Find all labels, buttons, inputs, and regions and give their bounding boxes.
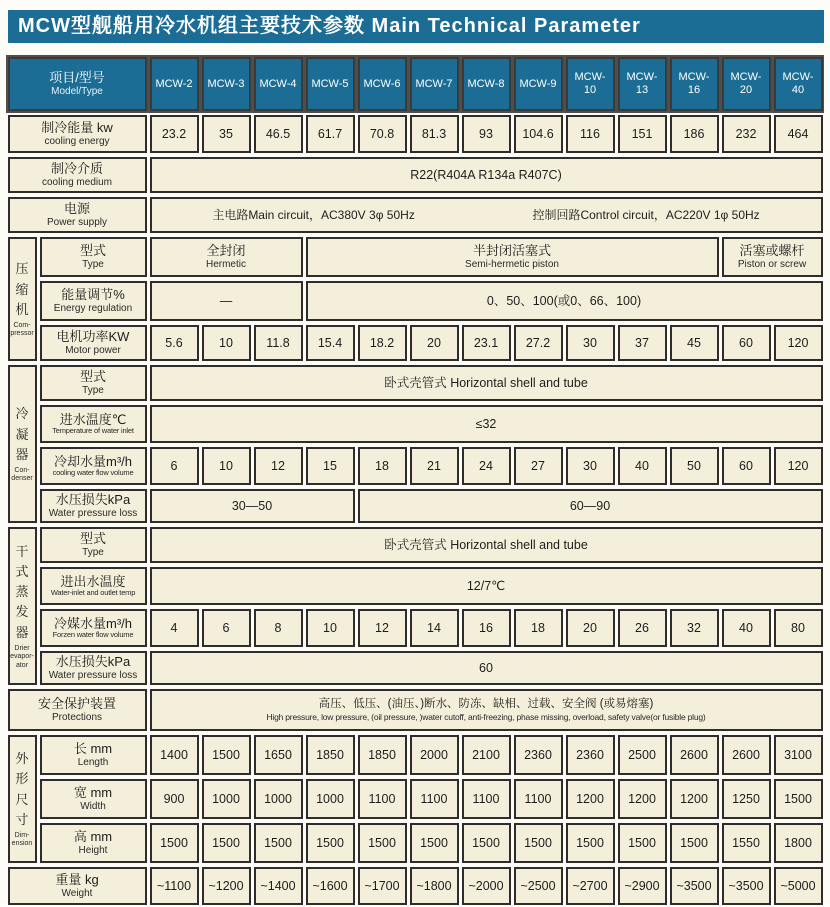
power-supply-value <box>148 195 824 235</box>
motor-power-value: 30 <box>564 323 616 363</box>
cooling-energy-value: 151 <box>616 113 668 155</box>
height-value: 1500 <box>200 821 252 865</box>
cooling-water-value: 27 <box>512 445 564 487</box>
parameter-table <box>6 55 824 907</box>
weight-value: ~1400 <box>252 865 304 907</box>
cooling-water-value: 24 <box>460 445 512 487</box>
weight-value: ~2700 <box>564 865 616 907</box>
weight-value: ~5000 <box>772 865 824 907</box>
frozen-water-value: 16 <box>460 607 512 649</box>
weight-value: ~1100 <box>148 865 200 907</box>
cooling-energy-value: 23.2 <box>148 113 200 155</box>
motor-power-value: 15.4 <box>304 323 356 363</box>
cooling-water-value: 15 <box>304 445 356 487</box>
model-header-mcw3: MCW-3 <box>200 55 252 113</box>
cooling-water-value: 50 <box>668 445 720 487</box>
width-value: 1000 <box>304 777 356 821</box>
section-strip-condenser: 冷凝器 Con-denser <box>6 363 38 525</box>
weight-value: ~1200 <box>200 865 252 907</box>
page-title: MCW型舰船用冷水机组主要技术参数 Main Technical Parameter <box>8 10 824 43</box>
length-value: 2360 <box>512 733 564 777</box>
model-header-mcw40: MCW-40 <box>772 55 824 113</box>
weight-value: ~1600 <box>304 865 356 907</box>
row-label-energy-regulation: 能量调节% Energy regulation <box>38 279 148 323</box>
cooling-water-value: 12 <box>252 445 304 487</box>
control-circuit-spec: 控制回路Control circuit，AC220V 1φ 50Hz <box>532 207 760 222</box>
width-value: 1200 <box>564 777 616 821</box>
section-strip-compressor: 压缩机 Com-pressor <box>6 235 38 363</box>
length-value: 2000 <box>408 733 460 777</box>
row-label-protections: 安全保护装置 Protections <box>6 687 148 733</box>
water-inlet-temp-value: ≤32 <box>148 403 824 445</box>
cooling-energy-value: 70.8 <box>356 113 408 155</box>
cooling-energy-value: 104.6 <box>512 113 564 155</box>
row-label-width: 宽 mm Width <box>38 777 148 821</box>
motor-power-value: 5.6 <box>148 323 200 363</box>
height-value: 1500 <box>564 821 616 865</box>
length-value: 1500 <box>200 733 252 777</box>
model-header-mcw16: MCW-16 <box>668 55 720 113</box>
motor-power-value: 18.2 <box>356 323 408 363</box>
row-label-inout-water-temp: 进出水温度 Water-inlet and outlet temp <box>38 565 148 607</box>
height-value: 1500 <box>356 821 408 865</box>
motor-power-value: 45 <box>668 323 720 363</box>
cooling-water-value: 30 <box>564 445 616 487</box>
cooling-water-value: 120 <box>772 445 824 487</box>
row-label-length: 长 mm Length <box>38 733 148 777</box>
length-value: 1650 <box>252 733 304 777</box>
height-value: 1500 <box>512 821 564 865</box>
weight-value: ~2500 <box>512 865 564 907</box>
width-value: 1100 <box>512 777 564 821</box>
row-label-water-inlet-temp: 进水温度℃ Temperature of water inlet <box>38 403 148 445</box>
cooling-energy-value: 61.7 <box>304 113 356 155</box>
width-value: 1250 <box>720 777 772 821</box>
weight-value: ~2000 <box>460 865 512 907</box>
compressor-type-semi-hermetic: 半封闭活塞式 Semi-hermetic piston <box>304 235 720 279</box>
row-label-compressor-type: 型式 Type <box>38 235 148 279</box>
height-value: 1500 <box>616 821 668 865</box>
motor-power-value: 10 <box>200 323 252 363</box>
compressor-type-hermetic: 全封闭 Hermetic <box>148 235 304 279</box>
evaporator-pressure-loss-value: 60 <box>148 649 824 687</box>
cooling-water-value: 40 <box>616 445 668 487</box>
model-header-mcw6: MCW-6 <box>356 55 408 113</box>
row-label-cooling-energy: 制冷能量 kw cooling energy <box>6 113 148 155</box>
header-model-type: 项目/型号 Model/Type <box>6 55 148 113</box>
width-value: 1100 <box>460 777 512 821</box>
length-value: 2360 <box>564 733 616 777</box>
row-label-condenser-pressure-loss: 水压损失kPa Water pressure loss <box>38 487 148 525</box>
weight-value: ~1700 <box>356 865 408 907</box>
motor-power-value: 23.1 <box>460 323 512 363</box>
row-label-evaporator-pressure-loss: 水压损失kPa Water pressure loss <box>38 649 148 687</box>
model-header-mcw4: MCW-4 <box>252 55 304 113</box>
cooling-water-value: 6 <box>148 445 200 487</box>
frozen-water-value: 10 <box>304 607 356 649</box>
frozen-water-value: 8 <box>252 607 304 649</box>
model-header-mcw13: MCW-13 <box>616 55 668 113</box>
row-label-motor-power: 电机功率KW Motor power <box>38 323 148 363</box>
cooling-water-value: 21 <box>408 445 460 487</box>
model-header-mcw8: MCW-8 <box>460 55 512 113</box>
frozen-water-value: 12 <box>356 607 408 649</box>
cooling-water-value: 18 <box>356 445 408 487</box>
evaporator-type-value: 卧式壳管式 Horizontal shell and tube <box>148 525 824 565</box>
frozen-water-value: 80 <box>772 607 824 649</box>
row-label-cooling-medium: 制冷介质 cooling medium <box>6 155 148 195</box>
row-label-condenser-type: 型式 Type <box>38 363 148 403</box>
length-value: 1850 <box>304 733 356 777</box>
model-header-mcw9: MCW-9 <box>512 55 564 113</box>
motor-power-value: 27.2 <box>512 323 564 363</box>
section-strip-dimension: 外形尺寸 Dim-ension <box>6 733 38 865</box>
condenser-pressure-loss-high: 60—90 <box>356 487 824 525</box>
row-label-evaporator-type: 型式 Type <box>38 525 148 565</box>
weight-value: ~2900 <box>616 865 668 907</box>
model-header-mcw20: MCW-20 <box>720 55 772 113</box>
frozen-water-value: 14 <box>408 607 460 649</box>
row-label-power-supply: 电源 Power supply <box>6 195 148 235</box>
main-circuit-spec: 主电路Main circuit，AC380V 3φ 50Hz <box>212 207 415 222</box>
width-value: 1500 <box>772 777 824 821</box>
row-label-height: 高 mm Height <box>38 821 148 865</box>
row-label-cooling-water-volume: 冷却水量m³/h cooling water flow volume <box>38 445 148 487</box>
length-value: 2500 <box>616 733 668 777</box>
length-value: 2600 <box>720 733 772 777</box>
length-value: 2600 <box>668 733 720 777</box>
length-value: 1400 <box>148 733 200 777</box>
weight-value: ~1800 <box>408 865 460 907</box>
motor-power-value: 11.8 <box>252 323 304 363</box>
model-header-mcw2: MCW-2 <box>148 55 200 113</box>
cooling-energy-value: 464 <box>772 113 824 155</box>
frozen-water-value: 20 <box>564 607 616 649</box>
model-header-mcw5: MCW-5 <box>304 55 356 113</box>
cooling-energy-value: 232 <box>720 113 772 155</box>
length-value: 2100 <box>460 733 512 777</box>
frozen-water-value: 6 <box>200 607 252 649</box>
width-value: 1100 <box>408 777 460 821</box>
height-value: 1500 <box>148 821 200 865</box>
model-header-mcw7: MCW-7 <box>408 55 460 113</box>
cooling-energy-value: 46.5 <box>252 113 304 155</box>
condenser-pressure-loss-low: 30—50 <box>148 487 356 525</box>
motor-power-value: 120 <box>772 323 824 363</box>
frozen-water-value: 40 <box>720 607 772 649</box>
width-value: 1000 <box>200 777 252 821</box>
height-value: 1500 <box>668 821 720 865</box>
height-value: 1550 <box>720 821 772 865</box>
cooling-energy-value: 81.3 <box>408 113 460 155</box>
motor-power-value: 37 <box>616 323 668 363</box>
section-strip-evaporator: 干式蒸发器 Drier evapor-ator <box>6 525 38 687</box>
energy-regulation-other: 0、50、100(或0、66、100) <box>304 279 824 323</box>
cooling-water-value: 60 <box>720 445 772 487</box>
row-label-weight: 重量 kg Weight <box>6 865 148 907</box>
width-value: 900 <box>148 777 200 821</box>
cooling-energy-value: 93 <box>460 113 512 155</box>
weight-value: ~3500 <box>720 865 772 907</box>
inout-water-temp-value: 12/7℃ <box>148 565 824 607</box>
height-value: 1500 <box>460 821 512 865</box>
width-value: 1200 <box>668 777 720 821</box>
condenser-type-value: 卧式壳管式 Horizontal shell and tube <box>148 363 824 403</box>
cooling-energy-value: 186 <box>668 113 720 155</box>
motor-power-value: 20 <box>408 323 460 363</box>
frozen-water-value: 26 <box>616 607 668 649</box>
length-value: 1850 <box>356 733 408 777</box>
height-value: 1500 <box>252 821 304 865</box>
height-value: 1800 <box>772 821 824 865</box>
weight-value: ~3500 <box>668 865 720 907</box>
frozen-water-value: 4 <box>148 607 200 649</box>
width-value: 1200 <box>616 777 668 821</box>
cooling-medium-value: R22(R404A R134a R407C) <box>148 155 824 195</box>
cooling-energy-value: 116 <box>564 113 616 155</box>
energy-regulation-hermetic: — <box>148 279 304 323</box>
width-value: 1100 <box>356 777 408 821</box>
cooling-water-value: 10 <box>200 445 252 487</box>
cooling-energy-value: 35 <box>200 113 252 155</box>
height-value: 1500 <box>408 821 460 865</box>
height-value: 1500 <box>304 821 356 865</box>
protections-value: 高压、低压、(油压、)断水、防冻、缺相、过载、安全阀 (或易熔塞) High pressure, low pressure, (oil pressure, )water cutoff, anti-freezing, phase missing, overload, safety valve(or fusible plug) <box>148 687 824 733</box>
row-label-frozen-water-volume: 冷媒水量m³/h Forzen water flow volume <box>38 607 148 649</box>
width-value: 1000 <box>252 777 304 821</box>
compressor-type-piston-screw: 活塞或螺杆 Piston or screw <box>720 235 824 279</box>
model-header-mcw10: MCW-10 <box>564 55 616 113</box>
frozen-water-value: 32 <box>668 607 720 649</box>
length-value: 3100 <box>772 733 824 777</box>
motor-power-value: 60 <box>720 323 772 363</box>
frozen-water-value: 18 <box>512 607 564 649</box>
